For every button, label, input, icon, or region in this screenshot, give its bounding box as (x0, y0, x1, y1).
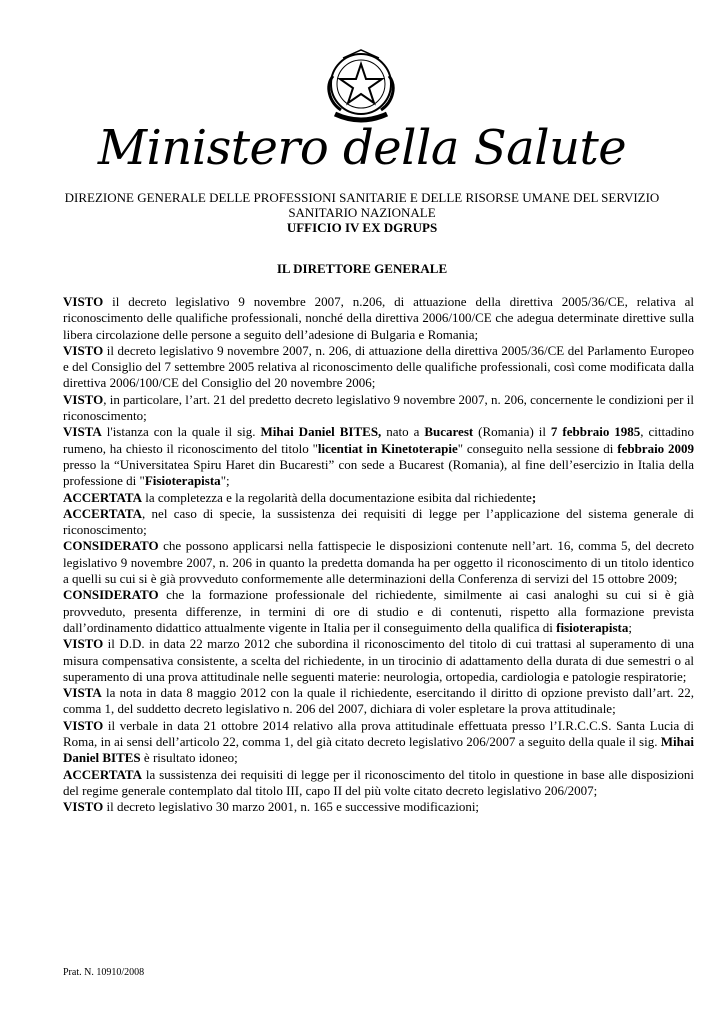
bold-run: Fisioterapista (144, 473, 221, 489)
bold-run: VISTA (63, 424, 102, 440)
bold-run: ACCERTATA (63, 489, 142, 505)
text-run: (Romania) il (473, 424, 551, 440)
text-run: il D.D. in data 22 marzo 2012 che subordina il riconoscimento del titolo di cui trattasi al superamento di una misura compensativa consistente, a scelta del richiedente, in un tirocinio di adattamento della durata di due semestri o al superamento di una prova attitudinale nelle seguenti materie: neurologia, ortopedia, cardiologia e patologie respiratorie; (63, 636, 694, 684)
ministry-title: Ministero della Salute (97, 120, 627, 176)
recital-paragraph (63, 392, 694, 425)
bold-run: VISTA (63, 685, 102, 701)
directorate-name: DIREZIONE GENERALE DELLE PROFESSIONI SANITARIE E DELLE RISORSE UMANE DEL SERVIZIO SANITARIO NAZIONALE (64, 190, 660, 220)
bold-run: VISTO (63, 799, 104, 815)
text-run: che possono applicarsi nella fattispecie le disposizioni contenute nell’art. 16, comma 5, del decreto legislativo 9 novembre 2007, n. 206 in quanto la predetta domanda ha per oggetto il riconoscimento di un titolo identico a quelli su cui si è già provveduto conformemente alle determinazioni della Conferenza di servizi del 15 ottobre 2009; (63, 538, 694, 587)
text-run: il decreto legislativo 9 novembre 2007, n.206, di attuazione della direttiva 2005/36/CE, relativa al riconoscimento delle qualifiche professionali, nonché della direttiva 2006/100/CE che adegua determinate direttive sulla libera circolazione delle persone a seguito dell’adesione di Bulgaria e Romania; (63, 294, 694, 342)
recital-paragraph (63, 685, 694, 718)
text-run: la completezza e la regolarità della documentazione esibita dal richiedente (142, 489, 532, 505)
recital-paragraph (63, 587, 694, 636)
bold-run: VISTO (63, 636, 104, 652)
bold-run: febbraio 2009 (617, 440, 695, 456)
bold-run: licentiat in Kinetoterapie (317, 440, 458, 456)
office-name: UFFICIO IV EX DGRUPS (286, 220, 438, 235)
bold-run: ACCERTATA (63, 505, 142, 521)
decree-body (63, 294, 694, 816)
recital-paragraph (63, 718, 694, 767)
bold-run: Mihai Daniel BITES, (260, 424, 382, 440)
text-run: che la formazione professionale del richiedente, similmente ai casi analoghi su cui si è già provveduto, presenta differenze, in termini di ore di studio e di contenuti, rispetto alla formazione prevista dall’ordinamento didattico attualmente vigente in Italia per il conseguimento della qualifica di (63, 587, 694, 635)
text-run: il decreto legislativo 9 novembre 2007, n. 206, di attuazione della direttiva 2005/36/CE del Parlamento Europeo e del Consiglio del 7 settembre 2005 relativa al riconoscimento delle qualifiche professionali, così come modificata dalla direttiva 2006/100/CE del Consiglio del 20 novembre 2006; (63, 342, 694, 391)
recital-paragraph (63, 506, 694, 539)
text-run: il decreto legislativo 30 marzo 2001, n. 165 e successive modificazioni; (103, 799, 480, 815)
bold-run: Mihai Daniel BITES (63, 734, 694, 766)
text-run: è risultato idoneo; (140, 750, 238, 766)
text-run: nato a (381, 424, 425, 440)
bold-run: CONSIDERATO (63, 587, 159, 603)
text-run: l'istanza con la quale il sig. (101, 424, 261, 440)
recital-paragraph (63, 343, 694, 392)
text-run: la sussistenza dei requisiti di legge per il riconoscimento del titolo in questione in base alle disposizioni del regime generale contemplato dal titolo III, capo II del più volte citato decreto legislativo 206/2007; (63, 766, 694, 798)
recital-paragraph (63, 538, 694, 587)
bold-run: ACCERTATA (63, 766, 142, 782)
recital-paragraph (63, 799, 694, 815)
text-run: , cittadino rumeno, ha chiesto il riconoscimento del titolo " (63, 424, 694, 456)
protocol-number: Prat. N. 10910/2008 (63, 967, 145, 978)
bold-run: ; (531, 489, 537, 505)
bold-run: VISTO (63, 342, 104, 358)
bold-run: VISTO (63, 717, 104, 733)
recital-paragraph (63, 767, 694, 800)
recital-paragraph (63, 424, 694, 489)
bold-run: VISTO (63, 294, 104, 309)
bold-run: VISTO (63, 391, 104, 407)
text-run: il verbale in data 21 ottobre 2014 relativo alla prova attitudinale effettuata presso l’I.R.C.C.S. Santa Lucia di Roma, in ai sensi dell’articolo 22, comma 1, del già citato decreto legislativo 206/2007 a seguito della quale il sig. (63, 717, 694, 750)
bold-run: CONSIDERATO (63, 538, 159, 554)
text-run: , in particolare, l’art. 21 del predetto decreto legislativo 9 novembre 2007, n. 206, concernente le condizioni per il riconoscimento; (63, 391, 694, 424)
text-run: la nota in data 8 maggio 2012 con la quale il richiedente, esercitando il diritto di opzione previsto dall’art. 22, comma 1, del suddetto decreto legislativo n. 206 del 2007, dichiara di voler espletare la prova attitudinale; (63, 685, 694, 717)
text-run: ; (628, 619, 632, 635)
text-run: " conseguito nella sessione di (457, 440, 618, 456)
recital-paragraph (63, 490, 694, 506)
text-run: presso la “Universitatea Spiru Haret din Bucaresti” con sede a Bucarest (Romania), al fine dell’esercizio in Italia della professione di " (63, 456, 694, 489)
document-header (40, 190, 684, 235)
bold-run: Bucarest (424, 424, 474, 440)
recital-paragraph (63, 636, 694, 685)
text-run: "; (220, 473, 230, 489)
recital-paragraph (63, 294, 694, 343)
bold-run: 7 febbraio 1985 (550, 424, 641, 440)
bold-run: fisioterapista (556, 619, 629, 635)
role-title: IL DIRETTORE GENERALE (276, 261, 448, 276)
text-run: , nel caso di specie, la sussistenza dei requisiti di legge per l’applicazione del sistema generale di riconoscimento; (63, 505, 694, 538)
